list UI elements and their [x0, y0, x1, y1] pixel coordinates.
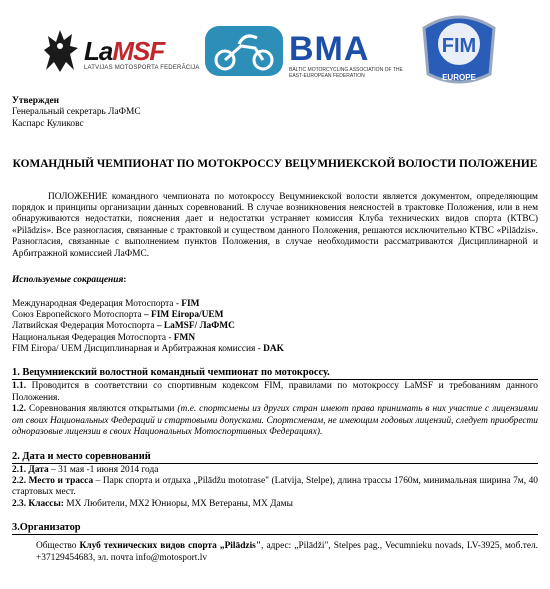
- bma-motorcycle-icon: [205, 26, 283, 76]
- section-1-item-2: 1.2. Соревнования являются открытыми (т.е. спортсмены из других стран имеют права принимать в них участие с лицензиями от своих Национальных Федераций и стартовыми допусками. Спортсменам, не имеющим годовых лицензий, следует приобрести одноразовые лицензии в своих Национальных Мотоспортивных Федерациях).: [12, 404, 538, 438]
- lamsf-logo: [40, 22, 200, 80]
- organizer-paragraph: Общество Клуб технических видов спорта „Pilādzis", адрес: „Pilādži", Stelpes pag., Vecumnieku novads, LV-3925, моб.тел. +37129454683, эл. почта info@motosport.lv: [36, 541, 538, 563]
- list-item: Латвийская Федерация Мотоспорта – LaMSF/ ЛаФМС: [12, 321, 235, 332]
- lamsf-subtitle: LATVIJAS MOTOSPORTA FEDERĀCIJA: [84, 65, 200, 71]
- section-3-heading: 3.Организатор: [12, 522, 538, 535]
- abbreviations-heading: Используемые сокращения:: [12, 275, 127, 286]
- intro-paragraph: ПОЛОЖЕНИЕ командного чемпионата по мотокроссу Вецумниекской волости является документом, определяющим порядок и принципы организации данных соревнований. В случае возникновения неясностей в трактовке Положения, или в нем обнаруживаются недостатки, пояснения дает и недостатки устраняет комиссия Клуба технических видов спорта (КТВС) «Pilādzis». Все разногласия, связанные с трактовкой и существом данного Положения, решаются исключительно КТВС «Pilādzis». Разногласия, связанные с выполнением пунктов Положения, в случае необходимости рассматриваются Дисциплинарной и Арбитражной комиссией ЛаФМС.: [12, 191, 538, 259]
- logo-header: [0, 0, 550, 90]
- list-item: Национальная Федерация Мотоспорта - FMN: [12, 332, 196, 343]
- fim-wordmark: FIM: [441, 35, 477, 57]
- approved-person: Каспарс Куликовс: [12, 118, 84, 129]
- abbreviations-list: [12, 299, 538, 356]
- approved-label: Утвержден: [12, 96, 60, 106]
- bma-wordmark: BMA: [289, 30, 370, 68]
- list-item: Международная Федерация Мотоспорта - FIM: [12, 298, 200, 309]
- approved-position: Генеральный секретарь ЛаФМС: [12, 107, 141, 118]
- lamsf-griffin-icon: [40, 26, 80, 74]
- section-2-item-2: 2.2. Место и трасса – Парк спорта и отдыха „Pilādžu mototrase" (Latvija, Stelpe), длина трассы 1760м, минимальная ширина 7м, 40 стартовых мест.: [12, 475, 538, 498]
- fim-europe-logo: [420, 8, 498, 88]
- lamsf-wordmark: LaMSF: [84, 36, 165, 66]
- section-2-item-1: 2.1. Дата – 31 мая -1 июня 2014 года: [12, 464, 159, 475]
- list-item: FIM Eiropa/ UEM Дисциплинарная и Арбитражная комиссия - DAK: [12, 344, 284, 355]
- section-2-item-3: 2.3. Классы: MX Любители, MX2 Юниоры, MX Ветераны, MX Дамы: [12, 498, 293, 509]
- section-2-heading: 2. Дата и место соревнований: [12, 451, 538, 464]
- section-1-item-1: 1.1. Проводится в соответствии со спортивным кодексом FIM, правилами по мотокроссу LaMSF и требованиям данного Положения.: [12, 381, 538, 403]
- bma-logo: [205, 26, 405, 78]
- approval-block: [12, 96, 538, 130]
- list-item: Союз Европейского Мотоспорта – FIM Eiropa/UEM: [12, 309, 224, 320]
- section-1-heading: 1. Вецумниекский волостной командный чемпионат по мотокроссу.: [12, 367, 538, 380]
- document-body: [12, 96, 538, 564]
- fim-subtitle: EUROPE: [442, 73, 476, 82]
- document-title: КОМАНДНЫЙ ЧЕМПИОНАТ ПО МОТОКРОССУ ВЕЦУМНИЕКСКОЙ ВОЛОСТИ ПОЛОЖЕНИЕ: [12, 158, 538, 171]
- bma-subtitle: BALTIC MOTORCYCLING ASSOCIATION OF THE EAST-EUROPEAN FEDERATION: [289, 67, 403, 79]
